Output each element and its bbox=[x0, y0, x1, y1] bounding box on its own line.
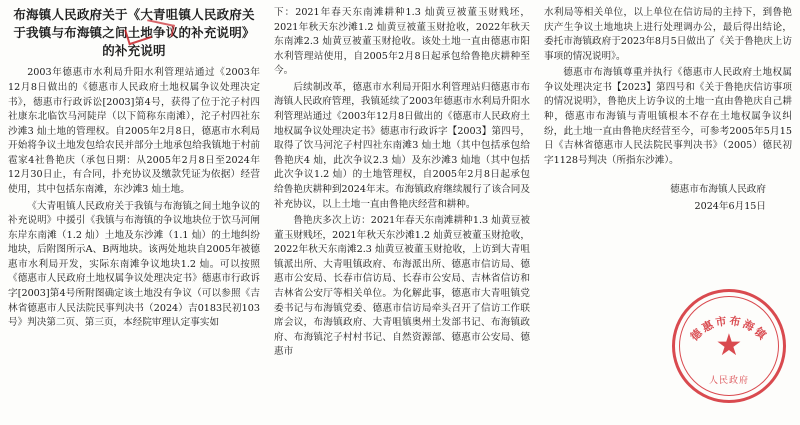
seal-arc-label: 德惠市布海镇 bbox=[687, 314, 771, 344]
paragraph: 后续制改革，德惠市水利局开阳水利管理站归德惠市布海镇人民政府管理，我镇延续了2003年德惠市水利局升阳水利管理站通过《2003年12月8日做出的《德惠市人民政府土地权属争议处理决定书》德惠市行政诉字【2003】第四号，取得了饮马河沱子村四社东南滩3 灿土地（其中包括承包给鲁艳庆4 灿，此次争议2.3 灿）及东沙滩3 灿地（其中包括此次争议1.2 灿）的土地管理权，自2005年2月8日起承包给鲁艳庆耕种到2024年末。布海镇政府继续履行了该合同及补充协议，以上土地一直由鲁艳庆经营和耕种。 bbox=[274, 81, 530, 210]
page-title: 布海镇人民政府关于《大青咀镇人民政府关于我镇与布海镇之间土地争议的补充说明》的补充说明 bbox=[13, 7, 255, 59]
document-column-1 bbox=[8, 6, 260, 421]
paragraph: 下：2021年春天东南滩耕种1.3 灿黄豆被董玉财贱坯，2021年秋天东沙滩1.2 灿黄豆被董玉财抢收，2022年秋天东南滩2.3 灿黄豆被董玉财抢收。该处土地一直由德惠市阳水利管理站使用，自2005年2月8日起承包给鲁艳庆耕种至今。 bbox=[274, 7, 530, 77]
signature-block bbox=[544, 182, 792, 215]
paragraph: 2003年德惠市水利局升阳水利管理站通过《2003年12月8日做出的《德惠市人民政府土地权属争议处理决定书》，德惠市行政诉讼[2003]第4号，获得了位于沱子村四社康东北临饮马河陡岸（以下简称东南滩），沱子村四社东沙滩3 灿土地的管理权。自2005年2月8日，德惠市水利局开始将争议土地发包给农民并部分土地承包给我镇地于村前雹家4社鲁艳庆（承包日期：从2005年2月8日至2024年12月30日止，有合同，扑充协议及缴款凭证为依据）经营使用，其中包括东南滩，东沙滩3 灿土地。 bbox=[8, 67, 260, 195]
document-column-3 bbox=[544, 6, 792, 421]
official-red-seal-icon bbox=[672, 289, 786, 403]
paragraph: 《大青咀镇人民政府关于我镇与布海镇之间土地争议的补充说明》中援引《我镇与布海镇的争议地块位于饮马河闸东岸东南滩（1.2 灿）土地及东沙滩（1.1 灿）的土地纠纷地块，后附图所示A、B两地块。该两处地块自2005年被德惠市水利局开发，实际东南滩争议地块1.2 灿。可以按照《德惠市人民政府土地权属争议处理决定书》德惠市行政诉字[2003]第4号所附图确定该土地没有争议（可以参照《吉林省德惠市人民法院民事判决书（2024）吉0183民初103号》判决第二页、第三页，本经院审理认定事实如 bbox=[8, 200, 260, 329]
document-column-2 bbox=[274, 6, 530, 421]
signature-organization: 德惠市布海镇人民政府 bbox=[670, 184, 766, 196]
paragraph: 水利局等相关单位，以上单位在信访局的主持下，到鲁艳庆产生争议土地地块上进行处理调办公，最后得出结论，委托市海镇政府于2023年8月5日做出了《关于鲁艳庆上访事项的情况说明》。 bbox=[544, 7, 792, 62]
paragraph: 鲁艳庆多次上访：2021年春天东南滩耕种1.3 灿黄豆被董玉财贱坯，2021年秋天东沙滩1.2 灿黄豆被董玉财抢收，2022年秋天东南滩2.3 灿黄豆被董玉财抢收，上访到大青咀镇派出所、大青咀镇政府、布海派出所、德惠市信访局、德惠市公安局、长春市信访局、长春市公安局、吉林省信访和吉林省公安厅等相关单位。为化解此事，德惠市大青咀镇党委书记与布海镇党委、德惠市信访局牵头召开了信访工作联席会议，布海镇政府、大青咀镇奥州土发部书记、布海镇政府、布海镇沱子村村书记、自然资源部、德惠市公安局、德惠市 bbox=[274, 215, 530, 358]
document-columns bbox=[8, 6, 792, 421]
seal-bottom-label: 人民政府 bbox=[708, 376, 749, 386]
seal-inner-ring bbox=[679, 296, 779, 396]
signature-date: 2024年6月15日 bbox=[694, 200, 766, 212]
seal-arc-text bbox=[675, 292, 783, 400]
star-icon: ★ bbox=[715, 328, 743, 363]
paragraph: 德惠市布海镇尊重并执行《德惠市人民政府土地权属争议处理决定书【2023】第四号和《关于鲁艳庆信访事项的情况说明》，鲁艳庆上访争议的土地一直由鲁艳庆自己耕种，德惠市布海镇与青咀镇根本不存在土地权属争议纠纷，此土地一直由鲁艳庆经营至今，可参考2005年5月15日《吉林省德惠市人民法院民事判决书》（2005）德民初字1128号判决（所指东沙滩）。 bbox=[544, 67, 792, 166]
svg-text:德惠市布海镇 bbox=[687, 313, 771, 343]
